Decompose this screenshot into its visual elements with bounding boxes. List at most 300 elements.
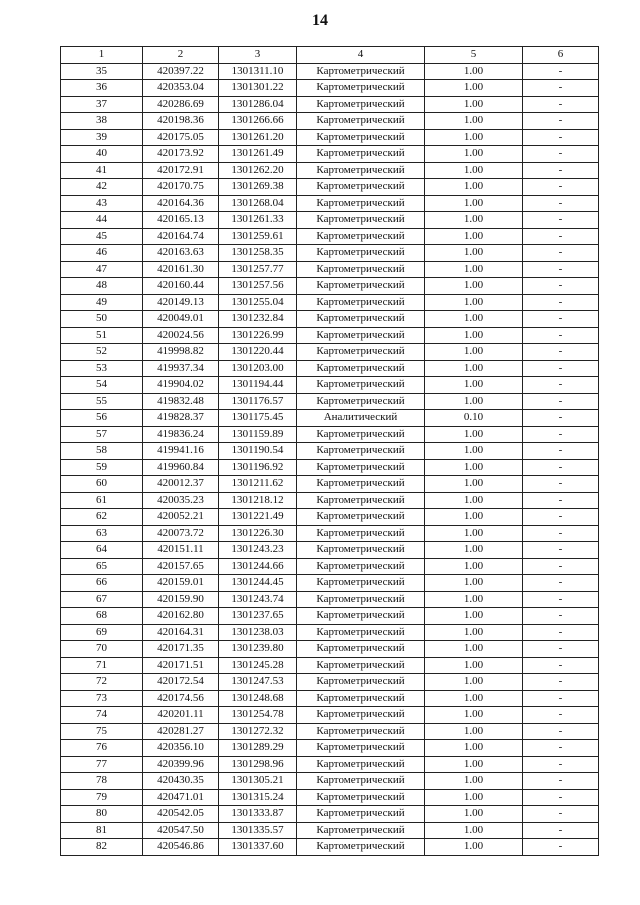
table-cell: 1301220.44 bbox=[219, 344, 297, 361]
table-cell: 1301190.54 bbox=[219, 443, 297, 460]
table-row bbox=[61, 707, 599, 724]
table-cell: 1.00 bbox=[425, 690, 523, 707]
table-row bbox=[61, 228, 599, 245]
table-cell: 1.00 bbox=[425, 624, 523, 641]
table-cell: 58 bbox=[61, 443, 143, 460]
table-cell: 1.00 bbox=[425, 129, 523, 146]
table-row bbox=[61, 641, 599, 658]
table-cell: - bbox=[523, 410, 599, 427]
table-cell: 54 bbox=[61, 377, 143, 394]
table-cell: 1301259.61 bbox=[219, 228, 297, 245]
table-cell: 1.00 bbox=[425, 459, 523, 476]
table-cell: 420170.75 bbox=[143, 179, 219, 196]
table-cell: 420286.69 bbox=[143, 96, 219, 113]
table-cell: 420175.05 bbox=[143, 129, 219, 146]
table-cell: Картометрический bbox=[297, 261, 425, 278]
table-cell: 1301218.12 bbox=[219, 492, 297, 509]
table-cell: 420171.35 bbox=[143, 641, 219, 658]
table-cell: Картометрический bbox=[297, 63, 425, 80]
table-cell: - bbox=[523, 360, 599, 377]
table-cell: 1301261.20 bbox=[219, 129, 297, 146]
table-cell: 62 bbox=[61, 509, 143, 526]
table-row bbox=[61, 129, 599, 146]
table-row bbox=[61, 113, 599, 130]
table-cell: - bbox=[523, 63, 599, 80]
table-cell: Картометрический bbox=[297, 624, 425, 641]
table-cell: Картометрический bbox=[297, 723, 425, 740]
table-row bbox=[61, 756, 599, 773]
table-cell: 1301196.92 bbox=[219, 459, 297, 476]
column-header: 1 bbox=[61, 47, 143, 64]
table-cell: 1301159.89 bbox=[219, 426, 297, 443]
table-cell: 419937.34 bbox=[143, 360, 219, 377]
table-cell: - bbox=[523, 740, 599, 757]
table-cell: 56 bbox=[61, 410, 143, 427]
table-cell: 39 bbox=[61, 129, 143, 146]
table-row bbox=[61, 657, 599, 674]
table-cell: 1.00 bbox=[425, 261, 523, 278]
table-cell: 1.00 bbox=[425, 426, 523, 443]
table-cell: Картометрический bbox=[297, 443, 425, 460]
table-cell: 1301248.68 bbox=[219, 690, 297, 707]
table-cell: 419828.37 bbox=[143, 410, 219, 427]
table-cell: 1.00 bbox=[425, 723, 523, 740]
table-cell: 1.00 bbox=[425, 344, 523, 361]
table-cell: 420547.50 bbox=[143, 822, 219, 839]
table-cell: - bbox=[523, 756, 599, 773]
table-cell: 1.00 bbox=[425, 591, 523, 608]
table-cell: 420201.11 bbox=[143, 707, 219, 724]
table-cell: 1.00 bbox=[425, 740, 523, 757]
table-cell: 50 bbox=[61, 311, 143, 328]
table-cell: 80 bbox=[61, 806, 143, 823]
table-cell: Картометрический bbox=[297, 278, 425, 295]
table-cell: 1301272.32 bbox=[219, 723, 297, 740]
table-cell: 66 bbox=[61, 575, 143, 592]
table-cell: - bbox=[523, 591, 599, 608]
table-row bbox=[61, 723, 599, 740]
table-row bbox=[61, 96, 599, 113]
table-cell: - bbox=[523, 393, 599, 410]
table-cell: 45 bbox=[61, 228, 143, 245]
table-cell: 420164.36 bbox=[143, 195, 219, 212]
table-cell: 1301243.74 bbox=[219, 591, 297, 608]
table-cell: - bbox=[523, 228, 599, 245]
table-row bbox=[61, 410, 599, 427]
table-cell: Картометрический bbox=[297, 212, 425, 229]
table-cell: 420356.10 bbox=[143, 740, 219, 757]
table-cell: Картометрический bbox=[297, 756, 425, 773]
table-cell: 1.00 bbox=[425, 773, 523, 790]
table-cell: 420164.31 bbox=[143, 624, 219, 641]
table-cell: 1.00 bbox=[425, 575, 523, 592]
column-header: 5 bbox=[425, 47, 523, 64]
table-row bbox=[61, 195, 599, 212]
table-cell: 1301194.44 bbox=[219, 377, 297, 394]
table-cell: - bbox=[523, 806, 599, 823]
table-cell: 1301258.35 bbox=[219, 245, 297, 262]
column-header: 6 bbox=[523, 47, 599, 64]
table-cell: Картометрический bbox=[297, 575, 425, 592]
page-number: 14 bbox=[312, 12, 328, 29]
table-cell: 1301311.10 bbox=[219, 63, 297, 80]
table-cell: 68 bbox=[61, 608, 143, 625]
table-cell: 65 bbox=[61, 558, 143, 575]
table-cell: 1.00 bbox=[425, 707, 523, 724]
table-cell: 42 bbox=[61, 179, 143, 196]
table-cell: - bbox=[523, 344, 599, 361]
table-row bbox=[61, 558, 599, 575]
table-cell: 420159.01 bbox=[143, 575, 219, 592]
table-cell: 420399.96 bbox=[143, 756, 219, 773]
table-cell: - bbox=[523, 674, 599, 691]
table-cell: 420162.80 bbox=[143, 608, 219, 625]
table-cell: Аналитический bbox=[297, 410, 425, 427]
table-row bbox=[61, 179, 599, 196]
table-cell: 1301266.66 bbox=[219, 113, 297, 130]
table-cell: 52 bbox=[61, 344, 143, 361]
table-cell: - bbox=[523, 624, 599, 641]
table-row bbox=[61, 344, 599, 361]
table-cell: 1301337.60 bbox=[219, 839, 297, 856]
table-cell: 420172.54 bbox=[143, 674, 219, 691]
table-cell: Картометрический bbox=[297, 344, 425, 361]
table-cell: 67 bbox=[61, 591, 143, 608]
table-row bbox=[61, 212, 599, 229]
table-cell: 1.00 bbox=[425, 476, 523, 493]
table-row bbox=[61, 459, 599, 476]
table-cell: 1.00 bbox=[425, 63, 523, 80]
table-cell: - bbox=[523, 822, 599, 839]
table-cell: 420353.04 bbox=[143, 80, 219, 97]
table-cell: 420173.92 bbox=[143, 146, 219, 163]
table-cell: 53 bbox=[61, 360, 143, 377]
table-cell: 419960.84 bbox=[143, 459, 219, 476]
table-cell: Картометрический bbox=[297, 591, 425, 608]
table-cell: 1301238.03 bbox=[219, 624, 297, 641]
table-cell: 35 bbox=[61, 63, 143, 80]
table-row bbox=[61, 773, 599, 790]
table-cell: - bbox=[523, 179, 599, 196]
table-cell: 1.00 bbox=[425, 311, 523, 328]
table-cell: Картометрический bbox=[297, 674, 425, 691]
table-cell: 1301244.45 bbox=[219, 575, 297, 592]
table-cell: 420172.91 bbox=[143, 162, 219, 179]
table-cell: - bbox=[523, 542, 599, 559]
table-cell: 1.00 bbox=[425, 80, 523, 97]
coordinates-table-container bbox=[60, 46, 598, 856]
table-cell: 71 bbox=[61, 657, 143, 674]
table-cell: 1.00 bbox=[425, 360, 523, 377]
table-cell: 1.00 bbox=[425, 492, 523, 509]
table-row bbox=[61, 509, 599, 526]
table-row bbox=[61, 146, 599, 163]
table-cell: 420160.44 bbox=[143, 278, 219, 295]
table-cell: Картометрический bbox=[297, 179, 425, 196]
table-cell: 1.00 bbox=[425, 822, 523, 839]
table-row bbox=[61, 575, 599, 592]
table-cell: - bbox=[523, 509, 599, 526]
table-cell: - bbox=[523, 459, 599, 476]
table-cell: 44 bbox=[61, 212, 143, 229]
table-cell: 81 bbox=[61, 822, 143, 839]
table-cell: 1.00 bbox=[425, 525, 523, 542]
table-row bbox=[61, 327, 599, 344]
table-cell: 420157.65 bbox=[143, 558, 219, 575]
table-cell: 1301289.29 bbox=[219, 740, 297, 757]
table-cell: 1301257.56 bbox=[219, 278, 297, 295]
table-cell: 1.00 bbox=[425, 674, 523, 691]
table-cell: Картометрический bbox=[297, 476, 425, 493]
table-cell: - bbox=[523, 707, 599, 724]
table-row bbox=[61, 591, 599, 608]
table-cell: - bbox=[523, 789, 599, 806]
table-cell: 1301286.04 bbox=[219, 96, 297, 113]
table-cell: 1301255.04 bbox=[219, 294, 297, 311]
table-cell: 1301269.38 bbox=[219, 179, 297, 196]
table-row bbox=[61, 261, 599, 278]
table-cell: 1301226.30 bbox=[219, 525, 297, 542]
table-cell: Картометрический bbox=[297, 80, 425, 97]
table-cell: Картометрический bbox=[297, 806, 425, 823]
table-cell: 57 bbox=[61, 426, 143, 443]
table-cell: Картометрический bbox=[297, 245, 425, 262]
table-cell: 1.00 bbox=[425, 443, 523, 460]
table-cell: 38 bbox=[61, 113, 143, 130]
table-cell: 1301232.84 bbox=[219, 311, 297, 328]
table-cell: 1.00 bbox=[425, 558, 523, 575]
table-cell: 1.00 bbox=[425, 278, 523, 295]
table-row bbox=[61, 278, 599, 295]
table-cell: - bbox=[523, 723, 599, 740]
table-header-row bbox=[61, 47, 599, 64]
table-row bbox=[61, 476, 599, 493]
table-cell: 1.00 bbox=[425, 327, 523, 344]
table-row bbox=[61, 360, 599, 377]
table-cell: 1301257.77 bbox=[219, 261, 297, 278]
table-cell: Картометрический bbox=[297, 558, 425, 575]
table-cell: 420397.22 bbox=[143, 63, 219, 80]
table-cell: 75 bbox=[61, 723, 143, 740]
table-cell: Картометрический bbox=[297, 542, 425, 559]
table-cell: Картометрический bbox=[297, 657, 425, 674]
table-cell: 1301254.78 bbox=[219, 707, 297, 724]
table-cell: 63 bbox=[61, 525, 143, 542]
column-header: 4 bbox=[297, 47, 425, 64]
table-cell: - bbox=[523, 690, 599, 707]
table-row bbox=[61, 393, 599, 410]
table-cell: 1301245.28 bbox=[219, 657, 297, 674]
table-cell: Картометрический bbox=[297, 426, 425, 443]
table-cell: 1301262.20 bbox=[219, 162, 297, 179]
table-cell: 1.00 bbox=[425, 641, 523, 658]
table-row bbox=[61, 822, 599, 839]
table-cell: 41 bbox=[61, 162, 143, 179]
table-cell: Картометрический bbox=[297, 459, 425, 476]
table-cell: Картометрический bbox=[297, 377, 425, 394]
table-cell: - bbox=[523, 773, 599, 790]
table-cell: - bbox=[523, 278, 599, 295]
table-cell: - bbox=[523, 80, 599, 97]
table-cell: - bbox=[523, 608, 599, 625]
column-header: 2 bbox=[143, 47, 219, 64]
table-cell: 1.00 bbox=[425, 509, 523, 526]
table-cell: 82 bbox=[61, 839, 143, 856]
table-cell: - bbox=[523, 476, 599, 493]
table-cell: Картометрический bbox=[297, 492, 425, 509]
table-cell: - bbox=[523, 96, 599, 113]
table-cell: 1.00 bbox=[425, 96, 523, 113]
table-cell: Картометрический bbox=[297, 311, 425, 328]
table-cell: 1301301.22 bbox=[219, 80, 297, 97]
table-cell: - bbox=[523, 146, 599, 163]
table-cell: Картометрический bbox=[297, 96, 425, 113]
table-cell: Картометрический bbox=[297, 393, 425, 410]
table-cell: Картометрический bbox=[297, 690, 425, 707]
table-cell: 47 bbox=[61, 261, 143, 278]
table-cell: 420471.01 bbox=[143, 789, 219, 806]
table-cell: 76 bbox=[61, 740, 143, 757]
table-cell: - bbox=[523, 212, 599, 229]
table-cell: 72 bbox=[61, 674, 143, 691]
table-cell: 1301243.23 bbox=[219, 542, 297, 559]
table-cell: 420012.37 bbox=[143, 476, 219, 493]
table-cell: - bbox=[523, 558, 599, 575]
table-cell: 419941.16 bbox=[143, 443, 219, 460]
table-cell: 419998.82 bbox=[143, 344, 219, 361]
table-row bbox=[61, 690, 599, 707]
table-cell: 60 bbox=[61, 476, 143, 493]
table-cell: 1.00 bbox=[425, 228, 523, 245]
table-cell: 419836.24 bbox=[143, 426, 219, 443]
table-cell: 420542.05 bbox=[143, 806, 219, 823]
table-cell: - bbox=[523, 162, 599, 179]
table-row bbox=[61, 525, 599, 542]
table-cell: Картометрический bbox=[297, 839, 425, 856]
table-cell: - bbox=[523, 839, 599, 856]
table-cell: Картометрический bbox=[297, 146, 425, 163]
table-row bbox=[61, 245, 599, 262]
table-cell: 420073.72 bbox=[143, 525, 219, 542]
table-cell: 77 bbox=[61, 756, 143, 773]
table-cell: - bbox=[523, 113, 599, 130]
table-cell: 420049.01 bbox=[143, 311, 219, 328]
table-cell: Картометрический bbox=[297, 740, 425, 757]
table-cell: 1.00 bbox=[425, 377, 523, 394]
table-row bbox=[61, 740, 599, 757]
table-cell: - bbox=[523, 377, 599, 394]
table-cell: 420151.11 bbox=[143, 542, 219, 559]
table-cell: Картометрический bbox=[297, 773, 425, 790]
table-cell: 1.00 bbox=[425, 212, 523, 229]
table-cell: 1301268.04 bbox=[219, 195, 297, 212]
table-cell: 1.00 bbox=[425, 789, 523, 806]
table-cell: 43 bbox=[61, 195, 143, 212]
table-cell: Картометрический bbox=[297, 113, 425, 130]
table-row bbox=[61, 674, 599, 691]
table-cell: 420035.23 bbox=[143, 492, 219, 509]
table-cell: Картометрический bbox=[297, 525, 425, 542]
table-row bbox=[61, 839, 599, 856]
table-row bbox=[61, 162, 599, 179]
table-cell: 1301247.53 bbox=[219, 674, 297, 691]
table-cell: - bbox=[523, 327, 599, 344]
table-cell: 1.00 bbox=[425, 839, 523, 856]
table-cell: - bbox=[523, 641, 599, 658]
table-cell: - bbox=[523, 294, 599, 311]
table-cell: Картометрический bbox=[297, 228, 425, 245]
table-cell: - bbox=[523, 492, 599, 509]
table-cell: 79 bbox=[61, 789, 143, 806]
table-cell: 1301175.45 bbox=[219, 410, 297, 427]
table-cell: Картометрический bbox=[297, 789, 425, 806]
table-cell: Картометрический bbox=[297, 641, 425, 658]
table-row bbox=[61, 311, 599, 328]
table-cell: Картометрический bbox=[297, 608, 425, 625]
table-cell: - bbox=[523, 657, 599, 674]
table-cell: 419832.48 bbox=[143, 393, 219, 410]
table-cell: 1301315.24 bbox=[219, 789, 297, 806]
table-cell: Картометрический bbox=[297, 360, 425, 377]
table-cell: 1301226.99 bbox=[219, 327, 297, 344]
table-cell: 40 bbox=[61, 146, 143, 163]
table-cell: 1.00 bbox=[425, 608, 523, 625]
table-cell: Картометрический bbox=[297, 822, 425, 839]
table-cell: 1.00 bbox=[425, 657, 523, 674]
table-cell: 1301237.65 bbox=[219, 608, 297, 625]
table-cell: 420161.30 bbox=[143, 261, 219, 278]
table-cell: - bbox=[523, 443, 599, 460]
table-row bbox=[61, 542, 599, 559]
table-row bbox=[61, 806, 599, 823]
table-row bbox=[61, 377, 599, 394]
table-cell: 1.00 bbox=[425, 294, 523, 311]
table-cell: 37 bbox=[61, 96, 143, 113]
table-cell: 48 bbox=[61, 278, 143, 295]
table-cell: 420024.56 bbox=[143, 327, 219, 344]
table-row bbox=[61, 63, 599, 80]
table-cell: 1301176.57 bbox=[219, 393, 297, 410]
table-cell: 36 bbox=[61, 80, 143, 97]
table-cell: 1301221.49 bbox=[219, 509, 297, 526]
table-cell: - bbox=[523, 426, 599, 443]
table-cell: 49 bbox=[61, 294, 143, 311]
table-cell: 1.00 bbox=[425, 113, 523, 130]
table-cell: 1301333.87 bbox=[219, 806, 297, 823]
table-cell: 420052.21 bbox=[143, 509, 219, 526]
table-cell: 64 bbox=[61, 542, 143, 559]
table-cell: 1301203.00 bbox=[219, 360, 297, 377]
table-cell: Картометрический bbox=[297, 195, 425, 212]
table-row bbox=[61, 443, 599, 460]
table-cell: 59 bbox=[61, 459, 143, 476]
table-body bbox=[61, 63, 599, 855]
table-cell: 420171.51 bbox=[143, 657, 219, 674]
table-cell: 420165.13 bbox=[143, 212, 219, 229]
table-cell: 420281.27 bbox=[143, 723, 219, 740]
table-cell: 51 bbox=[61, 327, 143, 344]
table-cell: 1.00 bbox=[425, 146, 523, 163]
table-cell: 420163.63 bbox=[143, 245, 219, 262]
table-cell: 420164.74 bbox=[143, 228, 219, 245]
table-cell: 1301261.49 bbox=[219, 146, 297, 163]
table-cell: 1.00 bbox=[425, 393, 523, 410]
table-cell: - bbox=[523, 575, 599, 592]
table-cell: 1.00 bbox=[425, 162, 523, 179]
table-cell: Картометрический bbox=[297, 707, 425, 724]
table-row bbox=[61, 426, 599, 443]
table-cell: 1301239.80 bbox=[219, 641, 297, 658]
